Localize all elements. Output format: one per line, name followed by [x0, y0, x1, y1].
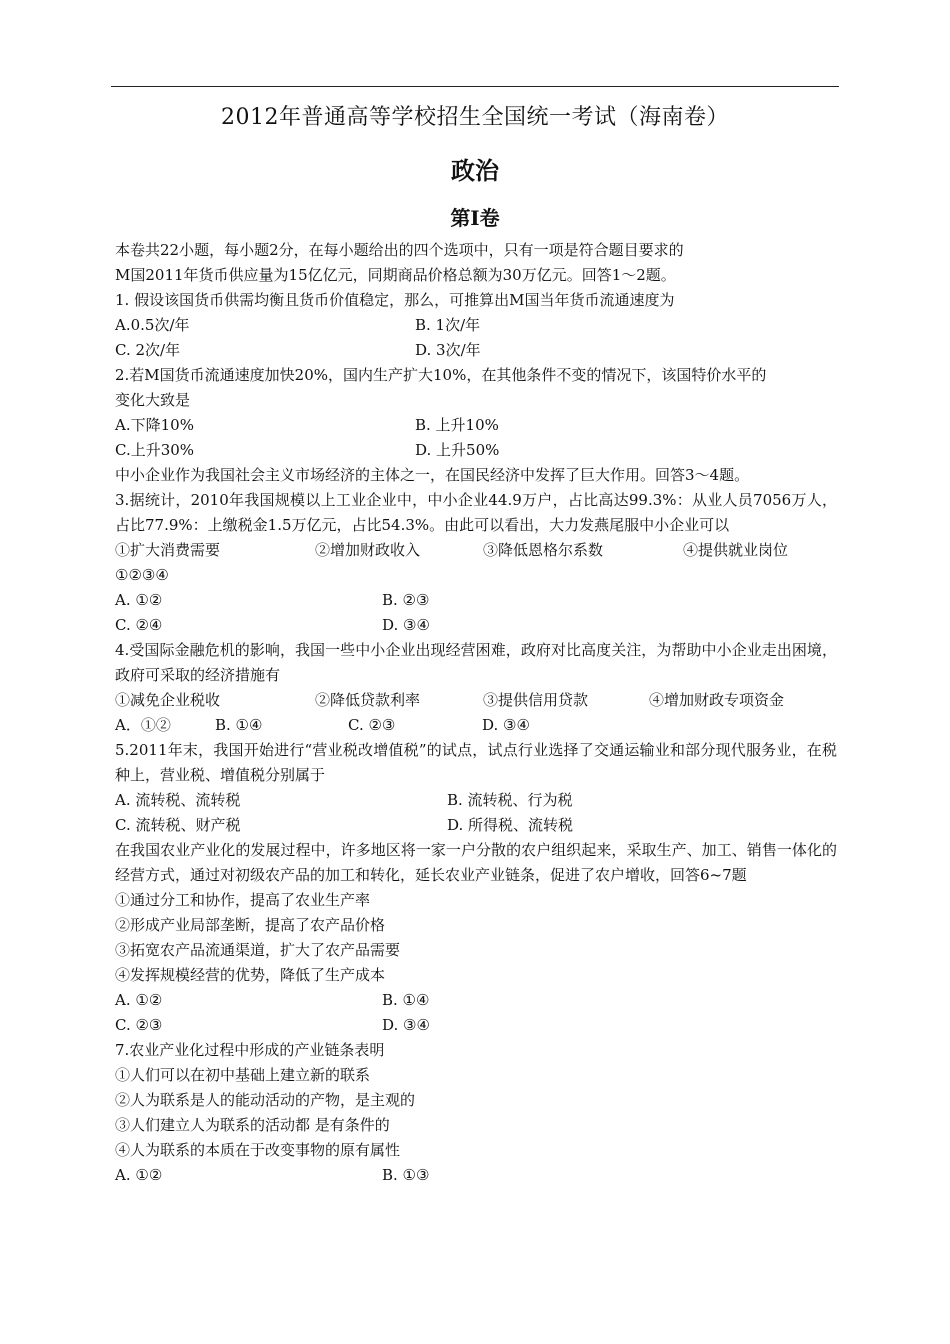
q2-option-a: A.下降10% [115, 416, 194, 434]
q3-option-b: B. ②③ [382, 591, 430, 609]
q2-option-d: D. 上升50% [415, 441, 500, 459]
q3-statement-2: ②增加财政收入 [315, 541, 421, 559]
q2-options-row-1 [115, 413, 837, 438]
q7-statement-3: ③人们建立人为联系的活动都 是有条件的 [115, 1116, 390, 1134]
q4-statement-2: ②降低贷款利率 [315, 691, 421, 709]
q5-option-a: A. 流转税、流转税 [115, 791, 241, 809]
header-rule [111, 86, 839, 87]
q4-option-d: D. ③④ [482, 716, 530, 734]
q7-statement-1: ①人们可以在初中基础上建立新的联系 [115, 1066, 371, 1084]
exam-content [115, 238, 837, 1188]
material-6-7: 在我国农业产业化的发展过程中，许多地区将一家一户分散的农户组织起来，采取生产、加工、销售一体化的经营方式，通过对初级农产品的加工和转化，延长农业产业链条，促进了农户增收，回答6~7题 [115, 841, 837, 884]
volume-heading: 第Ⅰ卷 [450, 206, 500, 230]
q3-option-d: D. ③④ [382, 616, 430, 634]
q6-option-d: D. ③④ [382, 1016, 430, 1034]
q1-option-d: D. 3次/年 [415, 341, 481, 359]
q1-option-b: B. 1次/年 [415, 316, 481, 334]
q4-statements [115, 688, 837, 713]
q1-stem: 1. 假设该国货币供需均衡且货币价值稳定，那么，可推算出M国当年货币流通速度为 [115, 291, 675, 309]
q4-option-c: C. ②③ [348, 716, 396, 734]
exam-title: 2012年普通高等学校招生全国统一考试（海南卷） [221, 105, 729, 130]
q5-options-row-1 [115, 788, 837, 813]
q6-statement-2: ②形成产业局部垄断，提高了农产品价格 [115, 916, 386, 934]
q5-options-row-2 [115, 813, 837, 838]
q6-options-row-2 [115, 1013, 837, 1038]
q2-stem-line-2: 变化大致是 [115, 391, 191, 409]
q4-option-a: A．①② [115, 716, 171, 734]
q4-option-b: B. ①④ [215, 716, 263, 734]
q7-options-row-1 [115, 1163, 837, 1188]
q5-option-d: D. 所得税、流转税 [447, 816, 574, 834]
q4-options-row [115, 713, 837, 738]
q6-option-a: A. ①② [115, 991, 163, 1009]
q6-options-row-1 [115, 988, 837, 1013]
q3-option-a: A. ①② [115, 591, 163, 609]
q5-option-c: C. 流转税、财产税 [115, 816, 241, 834]
q4-statement-4: ④增加财政专项资金 [649, 691, 785, 709]
q7-option-b: B. ①③ [382, 1166, 430, 1184]
q3-statements [115, 538, 837, 563]
q2-option-c: C.上升30% [115, 441, 195, 459]
q3-extra: ①②③④ [115, 566, 169, 584]
q1-option-c: C. 2次/年 [115, 341, 181, 359]
q7-stem: 7.农业产业化过程中形成的产业链条表明 [115, 1041, 385, 1059]
subject-heading: 政治 [451, 156, 499, 185]
q1-options-row-2 [115, 338, 837, 363]
q6-option-c: C. ②③ [115, 1016, 163, 1034]
q3-statement-3: ③降低恩格尔系数 [483, 541, 604, 559]
q3-statement-4: ④提供就业岗位 [683, 541, 789, 559]
q7-statement-4: ④人为联系的本质在于改变事物的原有属性 [115, 1141, 401, 1159]
q3-stem: 3.据统计，2010年我国规模以上工业企业中，中小企业44.9万户，占比高达99.3%：从业人员7056万人，占比77.9%：上缴税金1.5万亿元，占比54.3%。由此可以看出，大力发燕尾服中小企业可以 [115, 491, 837, 534]
q6-statement-4: ④发挥规模经营的优势，降低了生产成本 [115, 966, 386, 984]
material-1-2: M国2011年货币供应量为15亿亿元，同期商品价格总额为30万亿元。回答1～2题。 [115, 266, 676, 284]
q3-statement-1: ①扩大消费需要 [115, 541, 221, 559]
q2-option-b: B. 上升10% [415, 416, 499, 434]
q6-option-b: B. ①④ [382, 991, 430, 1009]
q2-options-row-2 [115, 438, 837, 463]
q4-statement-3: ③提供信用贷款 [483, 691, 589, 709]
q6-statement-3: ③拓宽农产品流通渠道，扩大了农产品需要 [115, 941, 401, 959]
q1-options-row-1 [115, 313, 837, 338]
q6-statement-1: ①通过分工和协作，提高了农业生产率 [115, 891, 371, 909]
q5-option-b: B. 流转税、行为税 [447, 791, 573, 809]
q3-options-row-2 [115, 613, 837, 638]
q5-stem: 5.2011年末，我国开始进行“营业税改增值税”的试点，试点行业选择了交通运输业和部分现代服务业，在税种上，营业税、增值税分别属于 [115, 741, 837, 784]
q7-statement-2: ②人为联系是人的能动活动的产物，是主观的 [115, 1091, 416, 1109]
q3-options-row-1 [115, 588, 837, 613]
q4-statement-1: ①减免企业税收 [115, 691, 221, 709]
material-3-4: 中小企业作为我国社会主义市场经济的主体之一，在国民经济中发挥了巨大作用。回答3～4题。 [115, 466, 750, 484]
q7-option-a: A. ①② [115, 1166, 163, 1184]
q3-option-c: C. ②④ [115, 616, 163, 634]
q2-stem-line-1: 2.若M国货币流通速度加快20%，国内生产扩大10%，在其他条件不变的情况下，该国特价水平的 [115, 366, 767, 384]
q4-stem: 4.受国际金融危机的影响，我国一些中小企业出现经营困难，政府对比高度关注，为帮助中小企业走出困境，政府可采取的经济措施有 [115, 641, 837, 684]
q1-option-a: A.0.5次/年 [115, 316, 190, 334]
instructions: 本卷共22小题，每小题2分，在每小题给出的四个选项中，只有一项是符合题目要求的 [115, 241, 684, 259]
